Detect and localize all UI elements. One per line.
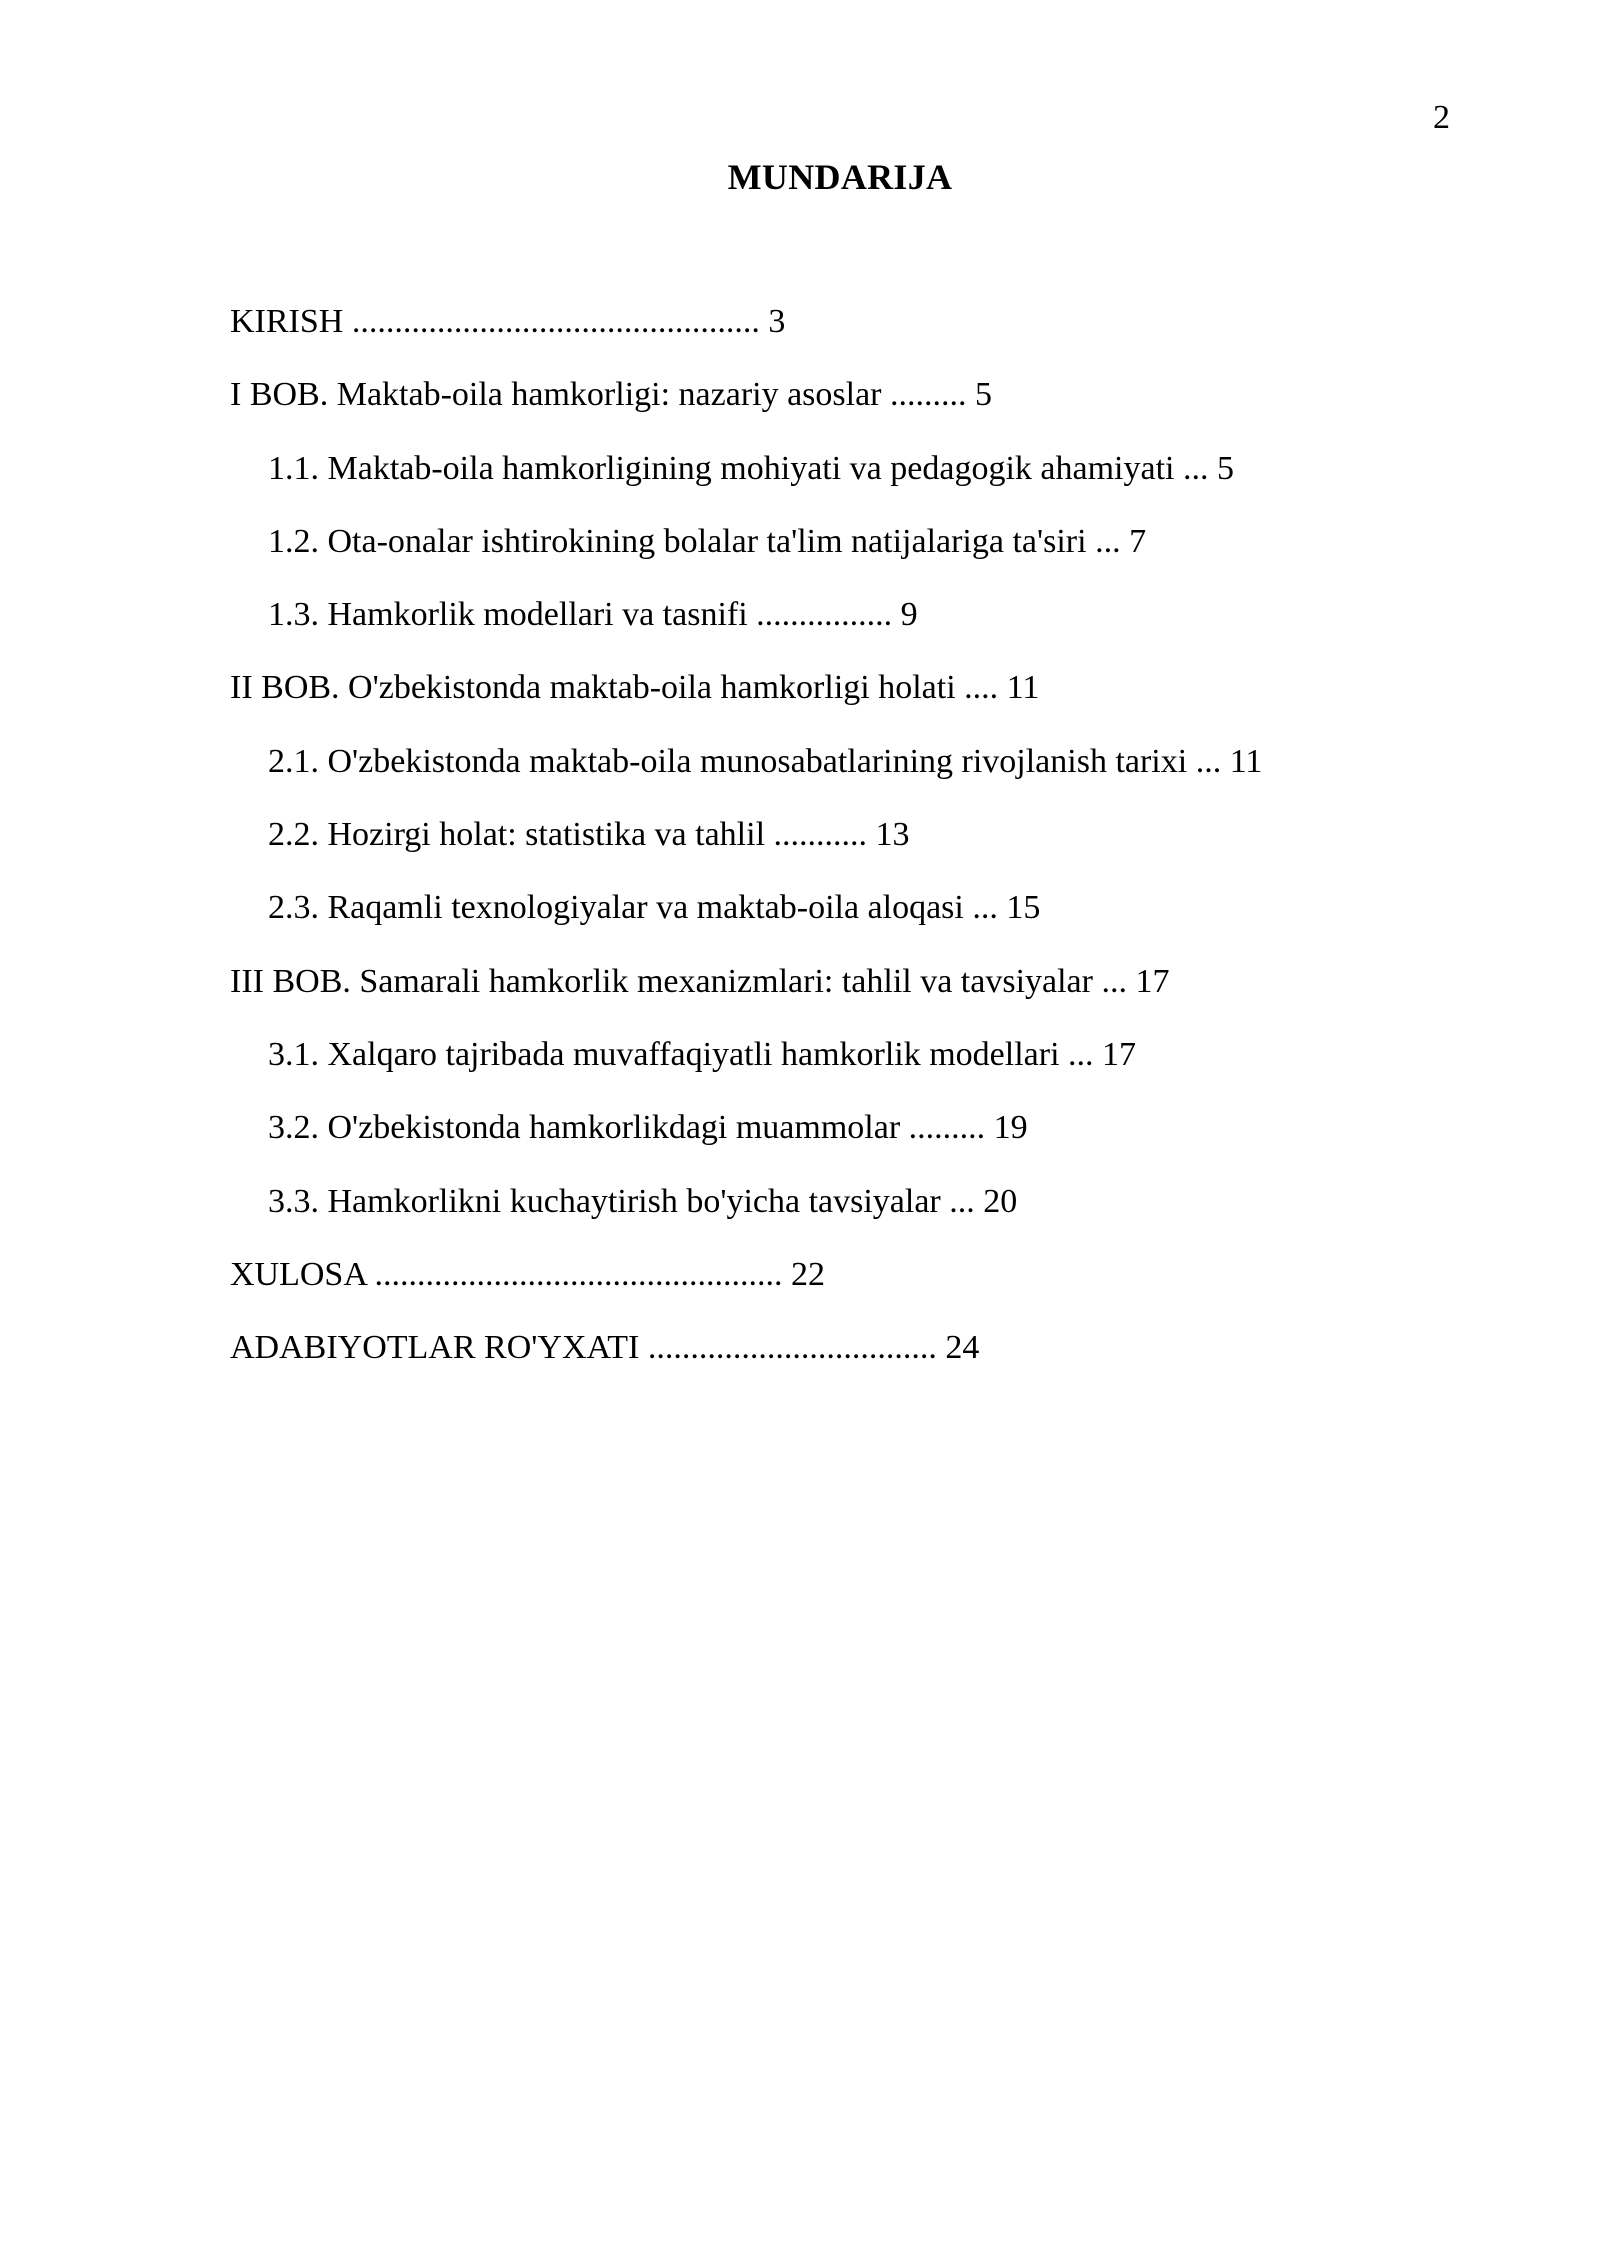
toc-chapter-entry: II BOB. O'zbekistonda maktab-oila hamkorligi holati .... 11 [230, 669, 1040, 707]
toc-section-entry: 2.2. Hozirgi holat: statistika va tahlil ........... 13 [268, 816, 910, 854]
toc-section-entry: 3.3. Hamkorlikni kuchaytirish bo'yicha tavsiyalar ... 20 [268, 1182, 1018, 1220]
toc-chapter-entry: III BOB. Samarali hamkorlik mexanizmlari: tahlil va tavsiyalar ... 17 [230, 962, 1170, 1000]
toc-chapter-entry: XULOSA ................................................ 22 [230, 1255, 826, 1293]
toc-section-entry: 3.2. O'zbekistonda hamkorlikdagi muammolar ......... 19 [268, 1109, 1028, 1147]
toc-section-entry: 3.1. Xalqaro tajribada muvaffaqiyatli hamkorlik modellari ... 17 [268, 1035, 1137, 1073]
page-number: 2 [1433, 99, 1450, 136]
toc-section-entry: 2.3. Raqamli texnologiyalar va maktab-oila aloqasi ... 15 [268, 889, 1041, 927]
toc-section-entry: 1.2. Ota-onalar ishtirokining bolalar ta'lim natijalariga ta'siri ... 7 [268, 522, 1147, 560]
toc-chapter-entry: KIRISH ................................................ 3 [230, 303, 786, 340]
toc-section-entry: 1.1. Maktab-oila hamkorligining mohiyati va pedagogik ahamiyati ... 5 [268, 449, 1234, 487]
toc-chapter-entry: ADABIYOTLAR RO'YXATI .................................. 24 [230, 1329, 980, 1367]
toc-chapter-entry: I BOB. Maktab-oila hamkorligi: nazariy asoslar ......... 5 [230, 376, 992, 414]
toc-section-entry: 2.1. O'zbekistonda maktab-oila munosabatlarining rivojlanish tarixi ... 11 [268, 742, 1263, 780]
page-title: MUNDARIJA [727, 157, 953, 197]
toc-section-entry: 1.3. Hamkorlik modellari va tasnifi ................ 9 [268, 596, 918, 634]
table-of-contents [230, 300, 1430, 1399]
